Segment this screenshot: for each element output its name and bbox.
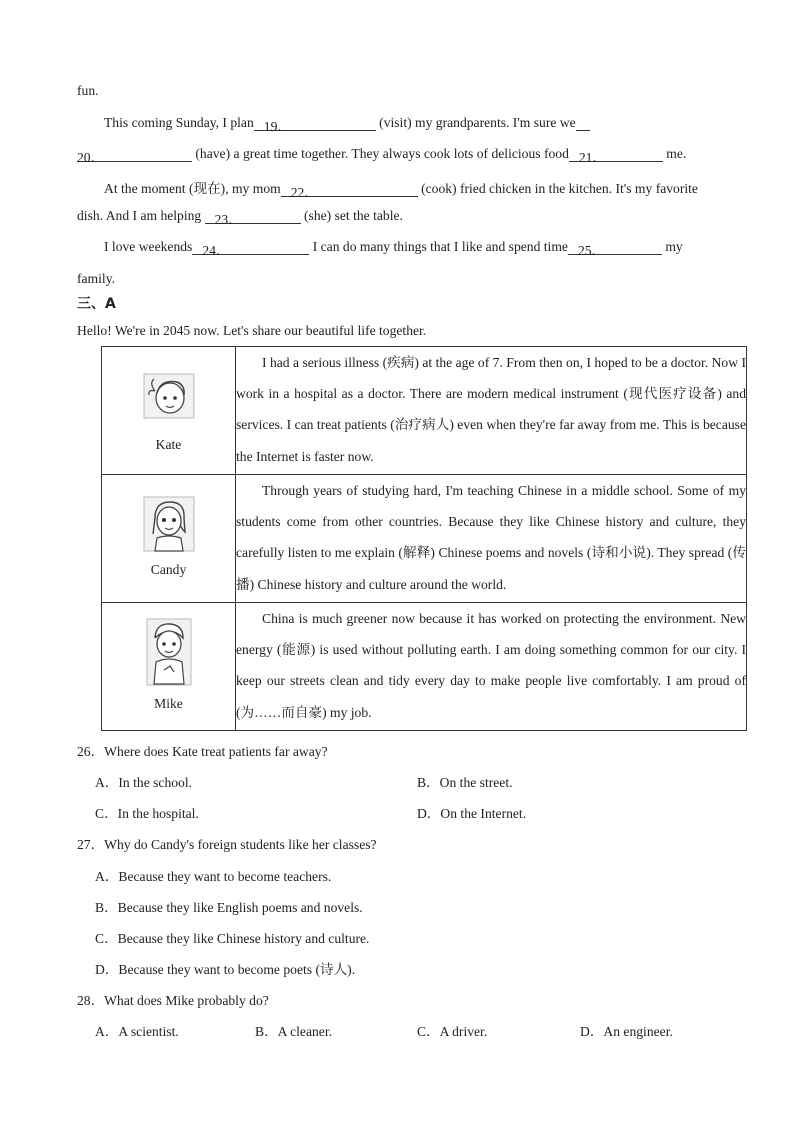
person-cell bbox=[102, 347, 236, 475]
passage-line bbox=[77, 146, 687, 165]
blank-20-start[interactable] bbox=[576, 115, 590, 131]
answer-option[interactable]: B．On the street. bbox=[417, 775, 513, 790]
answer-option[interactable]: D．An engineer. bbox=[580, 1024, 673, 1039]
statement-text: I had a serious illness (疾病) at the age of 7. From then on, I hoped to be a doctor. Now I work in a hospital as a doctor. There are modern medical instrument (现代医疗设备) and services. I can treat patients (治疗病人) even when they're far away from me. This is because the Internet is faster now. bbox=[236, 355, 746, 464]
passage-text: family. bbox=[77, 271, 115, 286]
answer-option[interactable]: C．Because they like Chinese history and culture. bbox=[95, 931, 370, 946]
passage-line bbox=[104, 177, 698, 200]
statement-text: China is much greener now because it has worked on protecting the environment. New energy (能源) is used without polluting earth. I am doing something common for our city. I keep our streets clean and tidy every day to make people live comfortably. I am proud of (为……而自豪) my job. bbox=[236, 611, 746, 720]
question-stem: 27．Why do Candy's foreign students like her classes? bbox=[77, 837, 377, 852]
person-name: Kate bbox=[155, 437, 182, 452]
table-row bbox=[102, 475, 747, 603]
blank-25[interactable]: 25． bbox=[568, 239, 662, 255]
statement-text: Through years of studying hard, I'm teaching Chinese in a middle school. Some of my students come from other countries. Because they like Chinese history and culture, they carefully listen to me explain (解释) Chinese poems and novels (诗和小说). They spread (传播) Chinese history and culture around the world. bbox=[236, 483, 746, 592]
passage-text: This coming Sunday, I plan bbox=[104, 115, 254, 130]
table-row bbox=[102, 347, 747, 475]
answer-option[interactable]: A．Because they want to become teachers. bbox=[95, 869, 332, 884]
section-heading: 三、A bbox=[77, 296, 116, 312]
candy-avatar-icon bbox=[143, 496, 195, 552]
passage-line bbox=[77, 208, 403, 227]
table-row bbox=[102, 603, 747, 731]
answer-option[interactable]: A．In the school. bbox=[95, 775, 193, 790]
question-stem: 28．What does Mike probably do? bbox=[77, 993, 269, 1008]
answer-option[interactable]: C．In the hospital. bbox=[95, 806, 199, 821]
passage-line bbox=[104, 115, 590, 134]
person-statement bbox=[236, 475, 747, 603]
kate-avatar-icon bbox=[143, 373, 195, 419]
person-cell bbox=[102, 603, 236, 731]
answer-option[interactable]: A．A scientist. bbox=[95, 1024, 179, 1039]
passage-text: At the moment (现在), my mom bbox=[104, 181, 281, 196]
passage-line bbox=[77, 271, 115, 287]
person-name: Candy bbox=[150, 562, 187, 577]
blank-19[interactable]: 19． bbox=[254, 115, 376, 131]
question-stem: 26．Where does Kate treat patients far away? bbox=[77, 744, 328, 759]
blank-24[interactable]: 24． bbox=[192, 239, 309, 255]
answer-option[interactable]: C．A driver. bbox=[417, 1024, 488, 1039]
blank-22[interactable]: 22． bbox=[281, 181, 418, 197]
answer-option[interactable]: B．Because they like English poems and novels. bbox=[95, 900, 363, 915]
person-statement bbox=[236, 603, 747, 731]
passage-text: my bbox=[661, 239, 683, 254]
answer-option[interactable]: D．Because they want to become poets (诗人). bbox=[95, 962, 356, 977]
passage-text: (she) set the table. bbox=[300, 208, 403, 223]
reading-table bbox=[101, 346, 747, 731]
mike-avatar-icon bbox=[146, 618, 192, 686]
answer-option[interactable]: B．A cleaner. bbox=[255, 1024, 333, 1039]
passage-text: (have) a great time together. They always cook lots of delicious food bbox=[192, 146, 569, 161]
passage-text: I love weekends bbox=[104, 239, 193, 254]
blank-23[interactable]: 23． bbox=[205, 208, 301, 224]
answer-option[interactable]: D．On the Internet. bbox=[417, 806, 527, 821]
person-statement bbox=[236, 347, 747, 475]
blank-21[interactable]: 21． bbox=[569, 146, 663, 162]
passage-text: fun. bbox=[77, 83, 99, 98]
person-cell bbox=[102, 475, 236, 603]
passage-line bbox=[77, 83, 99, 99]
passage-text: dish. And I am helping bbox=[77, 208, 205, 223]
person-name: Mike bbox=[154, 696, 183, 711]
blank-20[interactable]: 20． bbox=[77, 146, 192, 162]
passage-text: I can do many things that I like and spend time bbox=[309, 239, 568, 254]
passage-line bbox=[104, 239, 683, 258]
section-intro: Hello! We're in 2045 now. Let's share our beautiful life together. bbox=[77, 323, 427, 338]
passage-text: me. bbox=[662, 146, 687, 161]
passage-text: (visit) my grandparents. I'm sure we bbox=[375, 115, 576, 130]
passage-text: (cook) fried chicken in the kitchen. It's my favorite bbox=[417, 181, 698, 196]
